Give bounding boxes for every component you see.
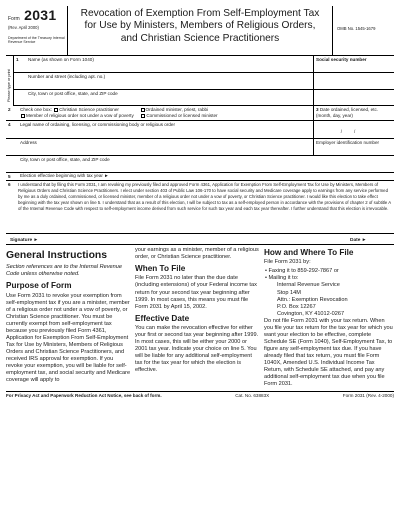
line-4-row: [6, 121, 394, 139]
ein-field[interactable]: [314, 139, 394, 155]
line-number: 5: [8, 174, 11, 179]
effective-date-heading: Effective Date: [135, 313, 190, 323]
spacer: [14, 73, 26, 89]
member-label: Member of religious order not under a vow of poverty: [26, 113, 134, 119]
mail-bullet: • Mailing it to:: [265, 275, 299, 282]
line-5-row: [6, 173, 394, 181]
street-field[interactable]: [26, 73, 314, 89]
line-2-row: [6, 106, 394, 121]
date-slashes: //: [340, 129, 368, 134]
practitioner-checkbox[interactable]: [54, 108, 58, 112]
ordaining-body-label: Legal name of ordaining, licensing, or commissioning body or religious order: [20, 122, 175, 127]
file-by-text: File Form 2031 by:: [264, 259, 311, 266]
name-field[interactable]: [26, 56, 314, 72]
commissioned-checkbox[interactable]: [141, 114, 145, 118]
address-label: Address: [20, 140, 37, 145]
signature-line: [6, 234, 394, 245]
form-header: [6, 6, 394, 56]
effective-year-label: Election effective beginning with tax year ►: [20, 173, 109, 178]
form-title: [68, 6, 332, 55]
address-line: Internal Revenue Service: [277, 282, 340, 289]
type-or-print-label: Please type or print: [7, 69, 11, 102]
ordaining-body-field[interactable]: [18, 121, 314, 138]
form-id-block: [6, 6, 68, 55]
street-row: [14, 73, 394, 90]
ein-label: Employer identification number: [316, 140, 380, 145]
general-instructions-heading: General Instructions: [6, 250, 108, 261]
form-2031-page: [6, 6, 394, 398]
purpose-text: Use Form 2031 to revoke your exemption from self-employment tax if you are a minister, member of a religious order not under a vow of poverty, or Christian Science practitioner. You must be currently exempt from self-employment tax because you previously filed Form 4361, Application for Exemption From Self-Employment Tax for Use by Ministers, Members of Religious Orders and Christian Science Practitioners, and received IRS approval for exemption. If you revoke your exemption, you will be liable for self-employment tax, and social security and Medicare coverage will apply to: [6, 292, 131, 384]
line-1-row: [14, 56, 394, 73]
line-number: 6: [8, 182, 11, 187]
blank-cell: [314, 73, 394, 89]
form-reference: Form 2031 (Rev. 4-2000): [342, 393, 394, 399]
omb-number: OMB No. 1545-1679: [332, 6, 394, 55]
instructions-column-3: [264, 247, 393, 390]
purpose-heading: Purpose of Form: [6, 281, 72, 291]
city2-label: City, town or post office, state, and ZIP code: [20, 157, 110, 162]
side-label-box: [6, 56, 14, 106]
catalog-number: Cat. No. 63883X: [235, 393, 270, 399]
address-line: Covington, KY 41012-0267: [277, 310, 345, 317]
date-field[interactable]: Date ►: [350, 238, 367, 243]
ordained-label: Ordained minister, priest, rabbi: [145, 107, 209, 112]
instructions-column-2: [135, 247, 264, 390]
spacer: [6, 139, 18, 155]
city2-row: [6, 156, 394, 173]
effective-date-text: You can make the revocation effective for either your first or second tax year beginning after 1999. In most cases, this will be either your 2000 or 2001 tax year. Indicate your choice on line 5. You will be liable for any additional self-employment tax for the tax year for which the election is effective.: [135, 324, 259, 374]
street-label: Number and street (including apt. no.): [28, 74, 106, 79]
date-ordained-field[interactable]: [314, 106, 394, 120]
how-where-heading: How and Where To File: [264, 248, 354, 257]
line-number: 4: [8, 122, 11, 127]
form-footer: [6, 391, 394, 398]
section-references-note: Section references are to the Internal Revenue Code unless otherwise noted.: [6, 264, 122, 278]
title-line: and Christian Science Practitioners: [120, 32, 280, 44]
address-line: Stop 14M: [277, 289, 301, 296]
date-ordained-label: Date ordained, licensed, etc.: [319, 107, 379, 112]
ordained-checkbox[interactable]: [141, 108, 145, 112]
commissioned-label: Commissioned or licensed minister: [146, 113, 218, 119]
member-checkbox[interactable]: [21, 114, 25, 118]
form-revision: (Rev. April 2000): [8, 25, 39, 30]
revocation-statement: I understand that by filing this Form 2031, I am revoking my previously filed and approved Form 4361, Application for Exemption From Self-Employment Tax for Use by Ministers, Members of Religious Orders and Christian Science Practitioners. I elect under section 403 of Public Law 106-170 to have social security and Medicare coverage apply to earnings from any service performed by me as a duly ordained, commissioned, or licensed minister, member of a religious order not under a vow of poverty, or Christian Science practitioner. I would like this election to take effect beginning with the tax year shown on line 5. I understand that as a result of this election, I will be subject to tax as a self-employed person in accordance with the provisions of chapter 2 of subtitle A of the Internal Revenue Code with respect to self-employment income derived from such service for such tax year and each tax year thereafter. I further understand that this election is irrevocable.: [18, 182, 391, 211]
city-row: [14, 90, 394, 106]
purpose-continued: your earnings as a minister, member of a religious order, or Christian Science practitioner.: [135, 247, 259, 261]
check-one-label: Check one box:: [20, 107, 52, 112]
when-to-file-heading: When To File: [135, 264, 186, 274]
line-6-block: [6, 181, 394, 234]
fax-bullet: • Faxing it to 859-292-7867 or: [265, 268, 339, 275]
ssn-field[interactable]: [314, 56, 394, 72]
department-label: Department of the Treasury Internal Revenue Service: [8, 36, 65, 45]
address-line: Attn.: Exemption Revocation: [277, 296, 348, 303]
blank-cell: [314, 90, 394, 105]
date-format-label: (month, day, year): [316, 112, 353, 118]
instructions-column-1: [6, 247, 135, 390]
status-options: [18, 106, 314, 120]
city-label: City, town or post office, state, and ZIP code: [28, 91, 118, 96]
city-field[interactable]: [26, 90, 314, 105]
form-word: Form: [8, 16, 20, 22]
irs-address: [264, 282, 393, 317]
address-row: [6, 139, 394, 156]
line-number: 1: [16, 57, 19, 62]
city2-field[interactable]: [18, 156, 394, 172]
instructions: [6, 247, 394, 390]
line-number: 3: [316, 107, 319, 112]
spacer: [6, 156, 18, 172]
address-field[interactable]: [18, 139, 314, 155]
name-label: Name (as shown on Form 1040): [28, 57, 94, 62]
address-line: P.O. Box 12267: [277, 303, 316, 310]
effective-year-field[interactable]: [18, 173, 394, 180]
ssn-label: Social security number: [316, 57, 367, 62]
spacer: [14, 90, 26, 105]
form-number: 2031: [24, 7, 57, 23]
line-number: 2: [8, 107, 11, 112]
privacy-notice: For Privacy Act and Paperwork Reduction Act Notice, see back of form.: [6, 393, 162, 399]
when-to-file-text: File Form 2031 no later than the due date (including extensions) of your Federal income tax return for your second tax year beginning after 1999. In most cases, this means you must file Form 2031 by April 15, 2002.: [135, 275, 257, 310]
signature-field[interactable]: Signature ►: [10, 238, 39, 243]
do-not-file-text: Do not file Form 2031 with your tax return. When you file your tax return for the tax year for which you want your election to be effective, complete Schedule SE (Form 1040), Self-Employment Tax, to figure any self-employment tax due. If you have already filed that tax return, you must file Form 1040X, Amended U.S. Individual Income Tax Return, with Schedule SE attached, and pay any additional self-employment tax due when you file Form 2031.: [264, 317, 393, 388]
title-line: for Use by Ministers, Members of Religious Orders,: [84, 20, 316, 32]
practitioner-label: Christian Science practitioner: [59, 107, 119, 112]
title-line: Revocation of Exemption From Self-Employment Tax: [80, 8, 320, 19]
